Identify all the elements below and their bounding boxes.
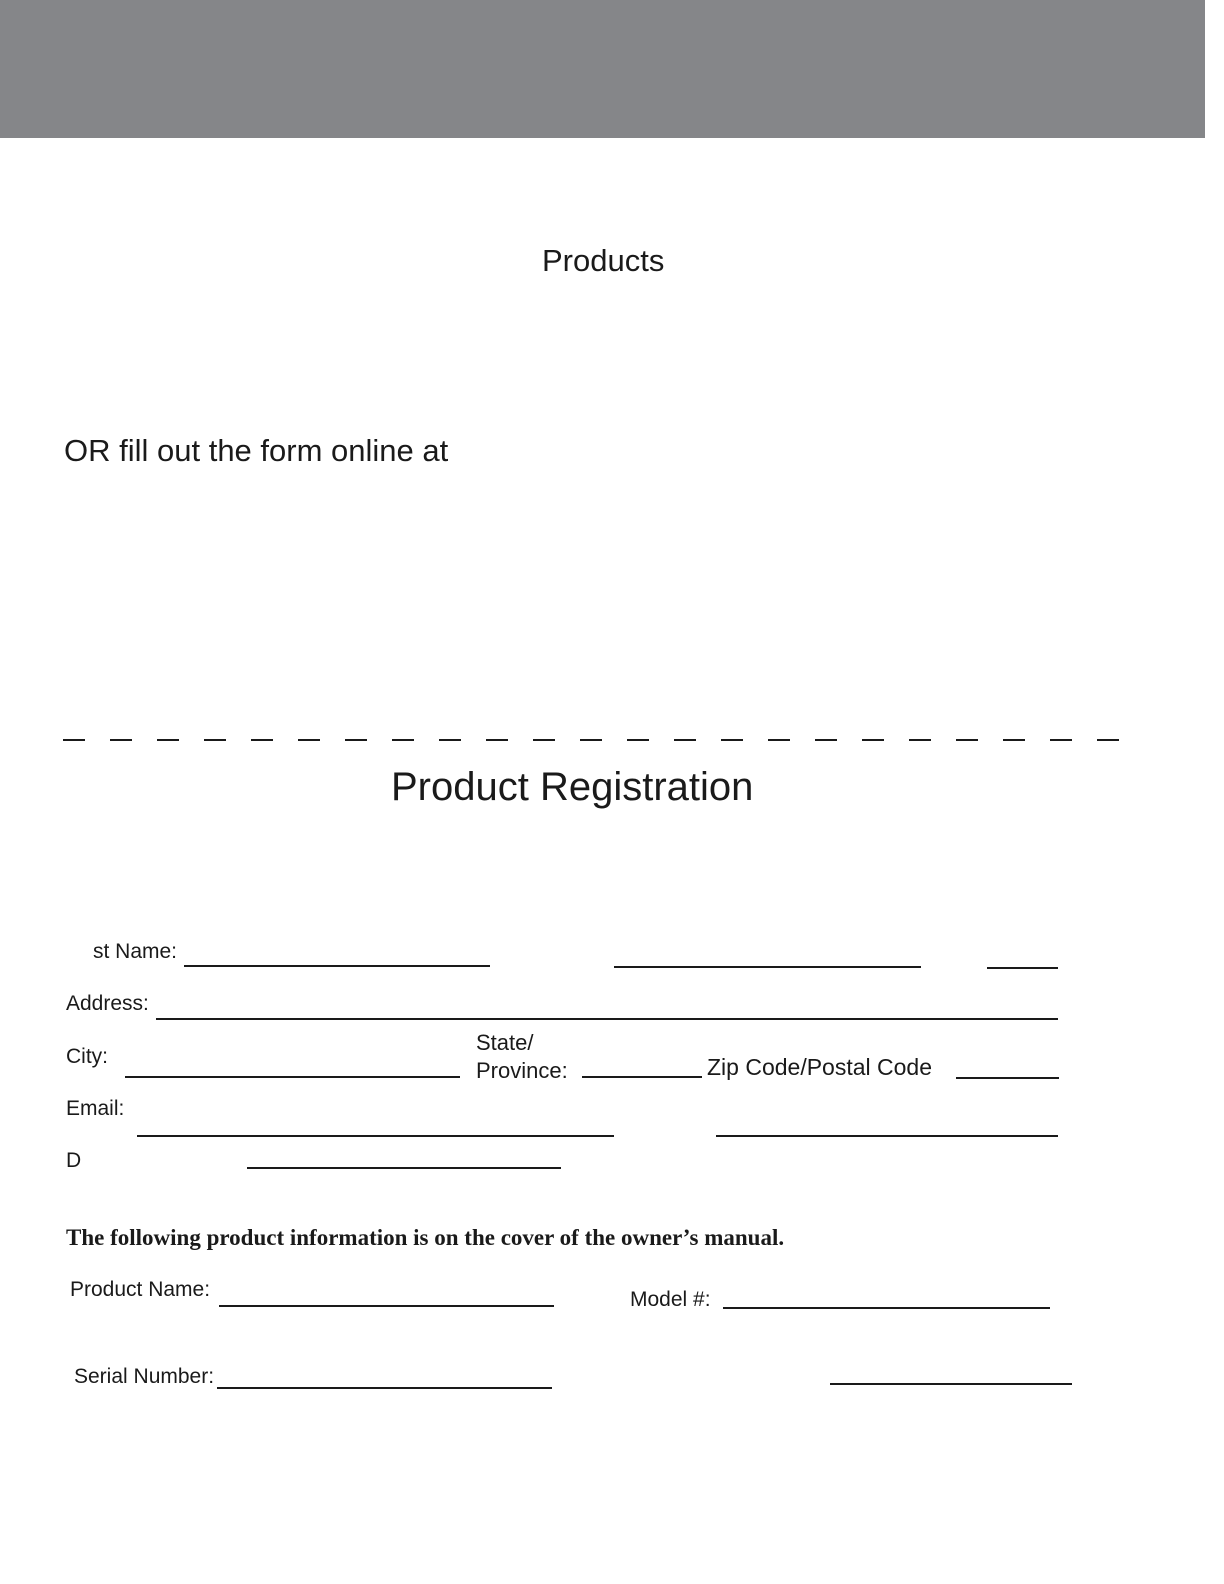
last-name-label: st Name: xyxy=(93,940,178,963)
products-heading: Products xyxy=(542,243,665,278)
serial-number-label: Serial Number: xyxy=(74,1365,215,1388)
city-label: City: xyxy=(66,1045,108,1068)
manual-note: The following product information is on the cover of the owner’s manual. xyxy=(66,1225,785,1250)
zip-label: Zip Code/Postal Code xyxy=(707,1054,933,1080)
address-field[interactable] xyxy=(156,1018,1058,1020)
email-label: Email: xyxy=(66,1097,125,1120)
state-field[interactable] xyxy=(582,1076,702,1078)
cut-line xyxy=(63,739,1133,741)
city-field[interactable] xyxy=(125,1076,460,1078)
unlabeled-field-1[interactable] xyxy=(614,966,921,968)
header-band xyxy=(0,0,1205,138)
unlabeled-field-2[interactable] xyxy=(987,967,1058,969)
state-label-line1: State/ xyxy=(476,1030,534,1055)
d-label: D xyxy=(66,1149,82,1172)
online-form-text: OR fill out the form online at xyxy=(64,433,449,468)
unlabeled-field-4[interactable] xyxy=(247,1167,561,1169)
last-name-field[interactable] xyxy=(184,965,490,967)
zip-field[interactable] xyxy=(956,1077,1059,1079)
state-label-line2: Province: xyxy=(476,1058,568,1083)
product-name-label: Product Name: xyxy=(70,1278,211,1301)
email-field[interactable] xyxy=(137,1135,614,1137)
model-label: Model #: xyxy=(630,1288,711,1311)
model-field[interactable] xyxy=(723,1307,1050,1309)
form-title: Product Registration xyxy=(391,765,754,809)
unlabeled-field-5[interactable] xyxy=(830,1383,1072,1385)
unlabeled-field-3[interactable] xyxy=(716,1135,1058,1137)
address-label: Address: xyxy=(66,992,149,1015)
serial-number-field[interactable] xyxy=(217,1387,552,1389)
product-name-field[interactable] xyxy=(219,1305,554,1307)
